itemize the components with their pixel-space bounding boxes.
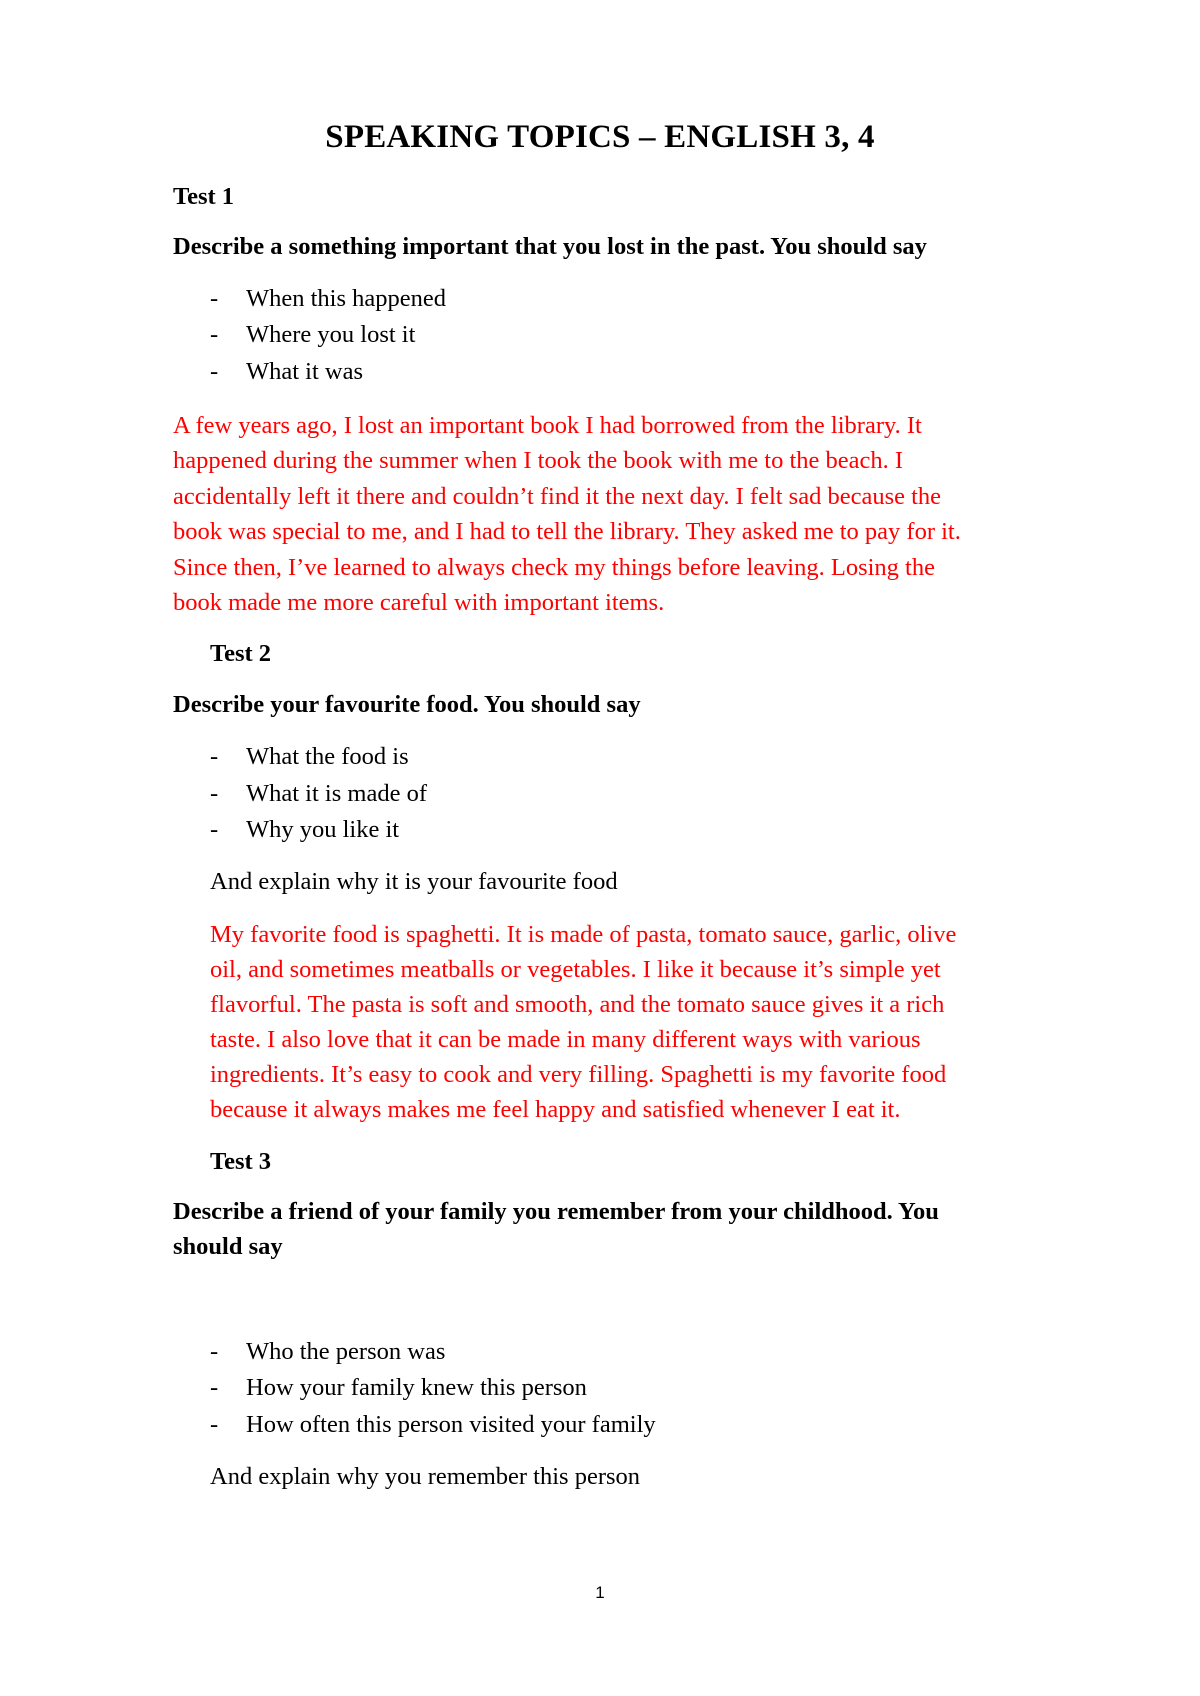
test-1-answer-line: A few years ago, I lost an important book I had borrowed from the library. It xyxy=(173,412,922,439)
test-1-answer-line: book made me more careful with important items. xyxy=(173,589,665,616)
test-3-bullet-2: How your family knew this person xyxy=(246,1374,587,1401)
bullet-marker: - xyxy=(210,780,219,807)
bullet-marker: - xyxy=(210,816,219,843)
test-3-question-line: Describe a friend of your family you remember from your childhood. You xyxy=(173,1198,939,1225)
test-2-answer-line: flavorful. The pasta is soft and smooth, and the tomato sauce gives it a rich xyxy=(210,991,945,1018)
test-2-answer-line: taste. I also love that it can be made in many different ways with various xyxy=(210,1026,921,1053)
test-2-answer-line: because it always makes me feel happy and satisfied whenever I eat it. xyxy=(210,1096,901,1123)
bullet-marker: - xyxy=(210,285,219,312)
test-2-explain: And explain why it is your favourite food xyxy=(210,868,618,895)
test-1-label: Test 1 xyxy=(173,183,235,210)
bullet-marker: - xyxy=(210,321,219,348)
test-3-bullet-1: Who the person was xyxy=(246,1338,446,1365)
page-number: 1 xyxy=(595,1583,605,1602)
test-1-answer-line: book was special to me, and I had to tell the library. They asked me to pay for it. xyxy=(173,518,961,545)
test-1-answer-line: happened during the summer when I took the book with me to the beach. I xyxy=(173,447,904,474)
test-1-answer-line: accidentally left it there and couldn’t find it the next day. I felt sad because the xyxy=(173,483,942,510)
test-3-explain: And explain why you remember this person xyxy=(210,1463,641,1490)
test-1-answer-line: Since then, I’ve learned to always check my things before leaving. Losing the xyxy=(173,554,935,581)
test-1-bullet-2: Where you lost it xyxy=(246,321,416,348)
bullet-marker: - xyxy=(210,1374,219,1401)
test-2-answer-line: ingredients. It’s easy to cook and very filling. Spaghetti is my favorite food xyxy=(210,1061,947,1088)
test-2-bullet-1: What the food is xyxy=(246,743,409,770)
test-2-bullet-2: What it is made of xyxy=(246,780,427,807)
bullet-marker: - xyxy=(210,1411,219,1438)
test-2-bullet-3: Why you like it xyxy=(246,816,400,843)
test-2-label: Test 2 xyxy=(210,640,272,667)
bullet-marker: - xyxy=(210,743,219,770)
bullet-marker: - xyxy=(210,358,219,385)
bullet-marker: - xyxy=(210,1338,219,1365)
test-3-bullet-3: How often this person visited your family xyxy=(246,1411,656,1438)
test-2-question: Describe your favourite food. You should say xyxy=(173,691,641,718)
test-2-answer-line: oil, and sometimes meatballs or vegetables. I like it because it’s simple yet xyxy=(210,956,941,983)
test-3-question-line: should say xyxy=(173,1233,283,1260)
test-1-bullet-3: What it was xyxy=(246,358,364,385)
test-1-bullet-1: When this happened xyxy=(246,285,447,312)
test-3-label: Test 3 xyxy=(210,1148,272,1175)
test-1-question: Describe a something important that you lost in the past. You should say xyxy=(173,233,927,260)
document-title: SPEAKING TOPICS – ENGLISH 3, 4 xyxy=(325,119,875,155)
test-2-answer-line: My favorite food is spaghetti. It is made of pasta, tomato sauce, garlic, olive xyxy=(210,921,957,948)
